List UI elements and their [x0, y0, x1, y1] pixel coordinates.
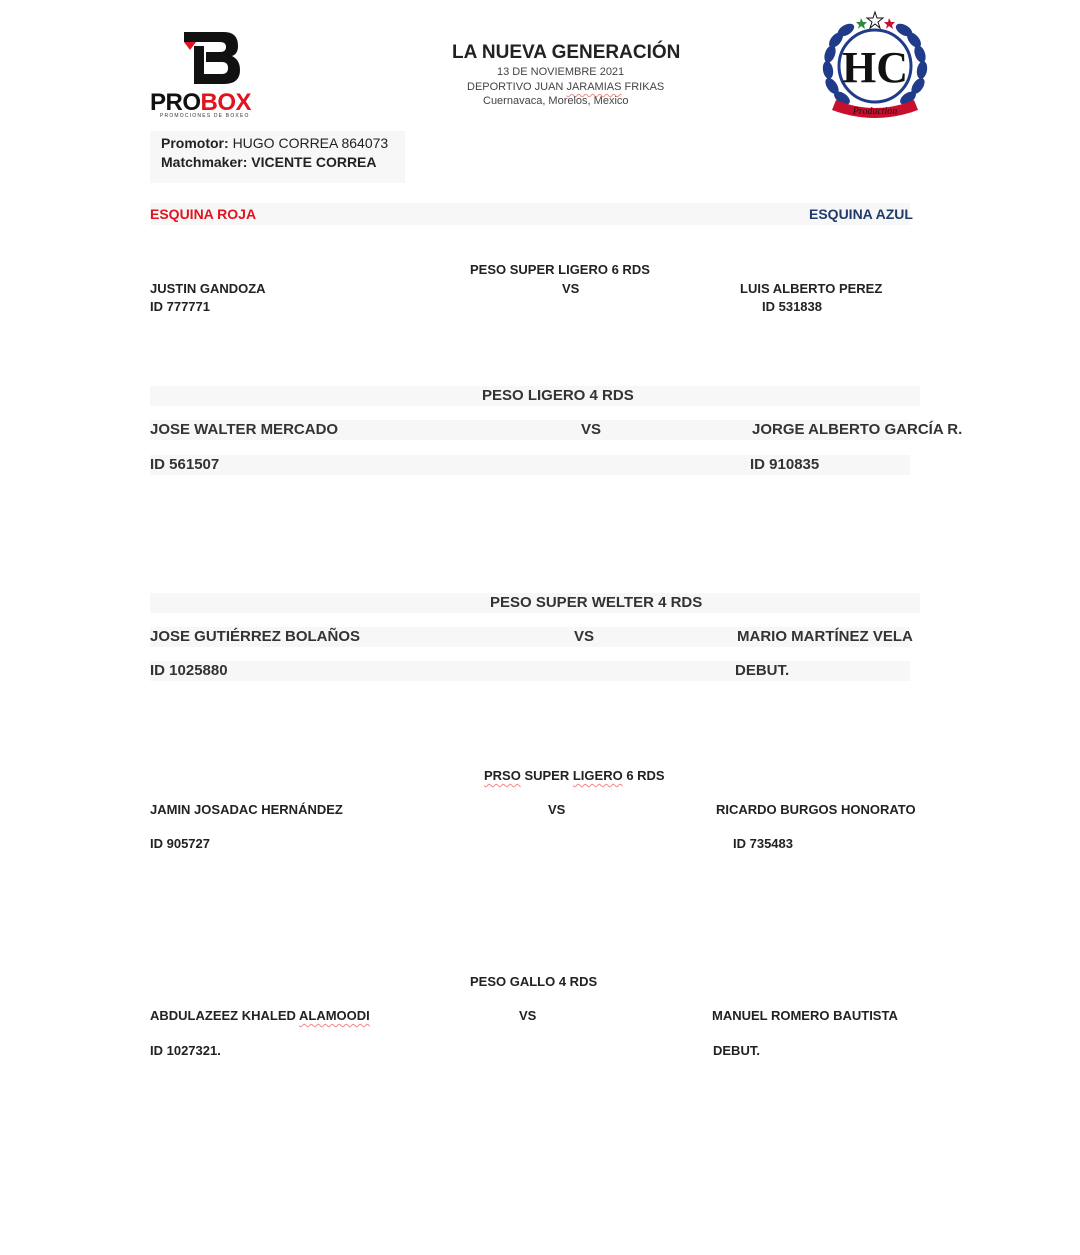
- bout-2-weight: PESO LIGERO 4 RDS: [482, 387, 634, 404]
- promotor-value: HUGO CORREA 864073: [232, 135, 389, 151]
- bout-1-blue-name: LUIS ALBERTO PEREZ: [740, 281, 883, 296]
- hc-production-logo-icon: [818, 10, 932, 122]
- hc-initials: HC: [842, 43, 908, 92]
- venue-mid: JARAMIAS: [566, 81, 622, 93]
- bout-2-vs: VS: [581, 421, 602, 438]
- matchmaker-line: [161, 154, 377, 170]
- bout-5-vs: VS: [519, 1008, 537, 1023]
- event-date: 13 DE NOVIEMBRE 2021: [497, 66, 625, 78]
- bout-5-red-name: [150, 1008, 370, 1023]
- bout-5-blue-id: DEBUT.: [713, 1043, 760, 1058]
- bout-1-red-name: JUSTIN GANDOZA: [150, 281, 266, 296]
- bout-4-weight-c: LIGERO: [572, 768, 623, 783]
- bout-2-red-name: JOSE WALTER MERCADO: [150, 421, 339, 438]
- bout-1-weight: PESO SUPER LIGERO 6 RDS: [470, 262, 650, 277]
- bout-4-weight-a: PRSO: [484, 768, 521, 783]
- event-title: LA NUEVA GENERACIÓN: [452, 42, 681, 63]
- bout-4-blue-id: ID 735483: [733, 836, 793, 851]
- venue-prefix: DEPORTIVO JUAN: [467, 81, 567, 93]
- bout-2-red-id: ID 561507: [150, 456, 220, 473]
- bout-4-weight-b: SUPER: [520, 768, 573, 783]
- bout-4-blue-name: RICARDO BURGOS HONORATO: [716, 802, 916, 817]
- probox-tagline: PROMOCIONES DE BOXEO: [160, 113, 250, 119]
- bout-4-red-id: ID 905727: [150, 836, 210, 851]
- bout-4-weight-d: 6 RDS: [622, 768, 665, 783]
- probox-box: BOX: [200, 89, 252, 116]
- bout-3-blue-name: MARIO MARTÍNEZ VELA: [737, 628, 913, 645]
- event-city: [483, 95, 629, 107]
- bout-4-red-name: JAMIN JOSADAC HERNÁNDEZ: [150, 802, 343, 817]
- bout-2-blue-name: JORGE ALBERTO GARCÍA R.: [752, 421, 963, 438]
- bout-5-red-name-a: ABDULAZEEZ KHALED: [150, 1008, 300, 1023]
- bout-3-red-id: ID 1025880: [150, 662, 228, 679]
- red-corner-label: ESQUINA ROJA: [150, 206, 257, 222]
- bout-1-blue-id: ID 531838: [762, 299, 822, 314]
- bout-3-red-name: JOSE GUTIÉRREZ BOLAÑOS: [150, 628, 361, 645]
- corners-row-shade: [150, 203, 910, 225]
- bout-4-weight: [484, 768, 665, 783]
- venue-suffix: FRIKAS: [621, 81, 665, 93]
- bout-3-blue-id: DEBUT.: [735, 662, 790, 679]
- bout-1-red-id: ID 777771: [150, 299, 210, 314]
- bout-5-weight: PESO GALLO 4 RDS: [470, 974, 598, 989]
- promotor-label: Promotor:: [161, 135, 233, 151]
- bout-5-red-id: ID 1027321.: [150, 1043, 221, 1058]
- bout-5-blue-name: MANUEL ROMERO BAUTISTA: [712, 1008, 898, 1023]
- probox-pro: PRO: [150, 89, 201, 116]
- bout-5-red-name-b: ALAMOODI: [299, 1008, 370, 1023]
- bout-3-ids-shade: [150, 661, 910, 681]
- city-text: Cuernavaca, Morelos, Mexico: [483, 95, 629, 107]
- blue-corner-label: ESQUINA AZUL: [809, 206, 913, 222]
- bout-2-blue-id: ID 910835: [750, 456, 820, 473]
- promotor-line: [161, 135, 388, 151]
- probox-logo-icon: [180, 30, 242, 86]
- bout-3-weight: PESO SUPER WELTER 4 RDS: [490, 594, 703, 611]
- bout-3-vs: VS: [574, 628, 595, 645]
- matchmaker-label: Matchmaker:: [161, 154, 252, 170]
- matchmaker-value: VICENTE CORREA: [251, 154, 377, 170]
- hc-ribbon-text: Production: [852, 106, 898, 117]
- bout-4-vs: VS: [548, 802, 566, 817]
- event-venue: [467, 81, 664, 93]
- bout-1-vs: VS: [562, 281, 580, 296]
